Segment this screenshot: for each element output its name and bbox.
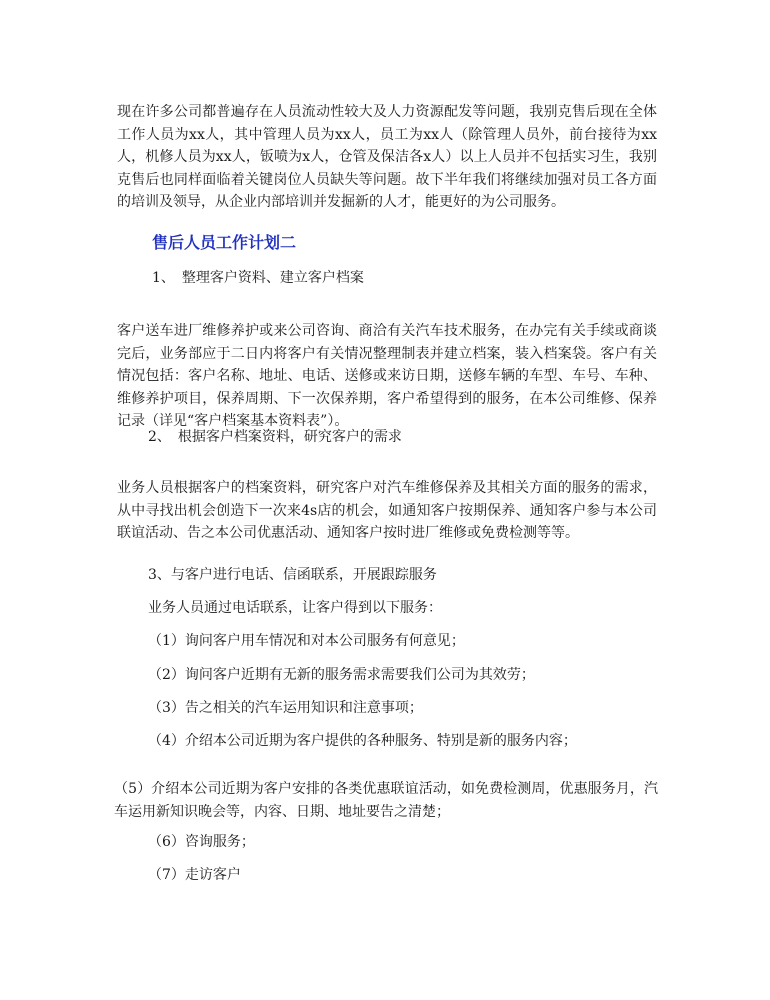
item1-heading: 1、 整理客户资料、建立客户档案	[152, 270, 364, 286]
service-item-3: （3）告之相关的汽车运用知识和注意事项；	[148, 700, 423, 716]
section-title: 售后人员工作计划二	[152, 233, 297, 252]
service-item-2: （2）询问客户近期有无新的服务需求需要我们公司为其效劳；	[148, 667, 535, 683]
service-item-6: （6）咨询服务；	[148, 834, 255, 850]
item2-paragraph: 业务人员根据客户的档案资料，研究客户对汽车维修保养及其相关方面的服务的需求，从中寻找出机会创造下一次来4s店的机会，如通知客户按期保养、通知客户参与本公司联谊活动、告之本公司优惠活动、通知客户按时进厂维修或免费检测等等。	[117, 480, 657, 541]
intro-paragraph: 现在许多公司都普遍存在人员流动性较大及人力资源配发等问题，我别克售后现在全体工作人员为xx人，其中管理人员为xx人，员工为xx人（除管理人员外，前台接待为xx人，机修人员为xx人，钣喷为x人，仓管及保洁各x人）以上人员并不包括实习生，我别克售后也同样面临着关键岗位人员缺失等问题。故下半年我们将继续加强对员工各方面的培训及领导，从企业内部培训并发掘新的人才，能更好的为公司服务。	[117, 104, 657, 210]
item3-intro: 业务人员通过电话联系，让客户得到以下服务：	[148, 600, 442, 616]
service-item-7: （7）走访客户	[148, 867, 241, 883]
item3-heading: 3、与客户进行电话、信函联系，开展跟踪服务	[148, 567, 437, 583]
service-item-1: （1）询问客户用车情况和对本公司服务有何意见；	[148, 633, 465, 649]
service-item-4: （4）介绍本公司近期为客户提供的各种服务、特别是新的服务内容；	[148, 733, 577, 749]
item1-paragraph: 客户送车进厂维修养护或来公司咨询、商洽有关汽车技术服务，在办完有关手续或商谈完后，业务部应于二日内将客户有关情况整理制表并建立档案，装入档案袋。客户有关情况包括：客户名称、地址、电话、送修或来访日期，送修车辆的车型、车号、车种、维修养护项目，保养周期、下一次保养期，客户希望得到的服务，在本公司维修、保养记录（详见“客户档案基本资料表”）。	[117, 323, 657, 429]
service-item-5: （5）介绍本公司近期为客户安排的各类优惠联谊活动，如免费检测周，优惠服务月，汽车运用新知识晚会等，内容、日期、地址要告之清楚；	[114, 781, 658, 820]
item2-heading: 2、 根据客户档案资料，研究客户的需求	[148, 429, 402, 445]
